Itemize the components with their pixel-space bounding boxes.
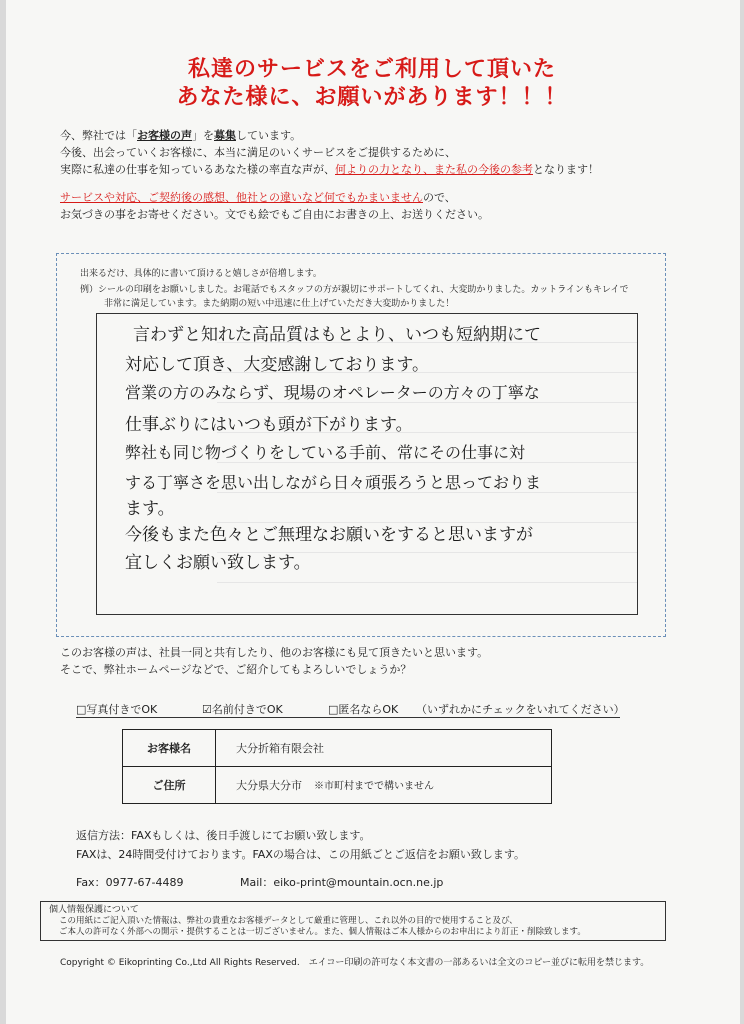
intro-line-1 [60,128,301,143]
voice-example-2: 非常に満足しています。また納期の短い中迅速に仕上げていただき大変助かりました！ [104,299,455,309]
privacy-line-2: ご本人の許可なく外部への開示・提供することは一切ございません。また、個人情報はご本人様からのお申出により訂正・削除致します。 [59,927,586,937]
voice-hint: 出来るだけ、具体的に書いて頂けると嬉しさが倍増します。 [80,269,322,279]
intro-line-3 [60,162,599,177]
return-line-2: FAXは、24時間受付けております。FAXの場合は、この用紙ごとご返信をお願い致します。 [76,848,525,861]
table-row [123,767,552,804]
option-anonymous-ok[interactable]: □匿名ならOK [328,703,399,716]
mail-address: Mail：eiko-print@mountain.ocn.ne.jp [240,876,444,889]
address-label: ご住所 [123,767,216,804]
name-value: 大分折箱有限会社 [236,742,324,755]
title-line-2: あなた様に、お願いがあります！！！ [176,85,568,110]
privacy-title: 個人情報保護について [49,905,139,915]
intro-line-2: 今後、出会っていくお客様に、本当に満足のいくサービスをご提供するために、 [60,146,456,159]
privacy-box [40,901,666,941]
handwritten-line: 宜しくお願い致します。 [125,553,311,573]
option-photo-ok[interactable]: □写真付きでOK [76,703,158,716]
intro-text: しています。 [236,129,302,142]
ruled-line [217,582,637,583]
address-note: ※市町村までで構いません [314,781,434,792]
handwritten-line: ます。 [125,499,175,519]
privacy-line-1: この用紙にご記入頂いた情報は、弊社の貴重なお客様データとして厳重に管理し、これ以外の目的で使用すること及び、 [59,916,518,926]
handwritten-line: 弊社も同じ物づくりをしている手前、常にその仕事に対 [125,443,526,462]
name-label: お客様名 [123,730,216,767]
intro-text: 」を [192,129,214,142]
consent-line-1: このお客様の声は、社員一同と共有したり、他のお客様にも見て頂きたいと思います。 [60,646,489,659]
option-note: （いずれかにチェックをいれてください） [416,703,625,716]
address-value: 大分県大分市 [236,779,302,792]
intro-text: ので、 [423,191,456,204]
return-line-1: 返信方法：FAXもしくは、後日手渡しにてお願い致します。 [76,829,371,842]
option-name-ok[interactable]: ☑名前付きでOK [202,703,283,716]
intro-text: となります！ [533,163,599,176]
handwritten-line: 営業の方のみならず、現場のオペレーターの方々の丁寧な [125,383,540,402]
table-row [123,730,552,767]
handwritten-line: 今後もまた色々とご無理なお願いをすると思いますが [125,525,533,545]
intro-highlight: 募集 [214,129,236,142]
consent-line-2: そこで、弊社ホームページなどで、ご紹介してもよろしいでしょうか？ [60,663,412,676]
handwritten-line: 対応して頂き、大変感謝しております。 [125,355,429,375]
name-field[interactable] [216,730,552,767]
handwritten-line: する丁寧さを思い出しながら日々頑張ろうと思っておりま [125,473,542,492]
intro-red-emphasis: 何よりの力となり、また私の今後の参考 [335,163,533,176]
handwritten-line: 言わずと知れた高品質はもとより、いつも短納期にて [133,325,541,345]
voice-example-1: 例）シールの印刷をお願いしました。お電話でもスタッフの方が親切にサポートしてくれ、大変助かりました。カットラインもキレイで [80,285,629,295]
customer-info-table [122,729,552,804]
intro-text: 実際に私達の仕事を知っているあなた様の率直な声が、 [60,163,335,176]
intro-highlight: お客様の声 [137,129,192,142]
handwritten-line: 仕事ぶりにはいつも頭が下がります。 [125,415,413,435]
fax-number: Fax：0977-67-4489 [76,876,184,889]
intro-red-emphasis: サービスや対応、ご契約後の感想、他社との違いなど何でもかまいません [60,191,423,204]
handwriting-area[interactable] [96,313,638,615]
copyright-footer: Copyright © Eikoprinting Co.,Ltd All Rights Reserved. エイコー印刷の許可なく本文書の一部あるいは全文のコピー並びに転用を禁じます。 [60,958,650,968]
title-line-1: 私達のサービスをご利用して頂いた [187,57,556,82]
intro-line-5: お気づきの事をお寄せください。文でも絵でもご自由にお書きの上、お送りください。 [60,208,489,221]
intro-text: 今、弊社では「 [60,129,137,142]
intro-line-4 [60,190,456,205]
address-field[interactable] [216,767,552,804]
consent-options [76,701,625,718]
